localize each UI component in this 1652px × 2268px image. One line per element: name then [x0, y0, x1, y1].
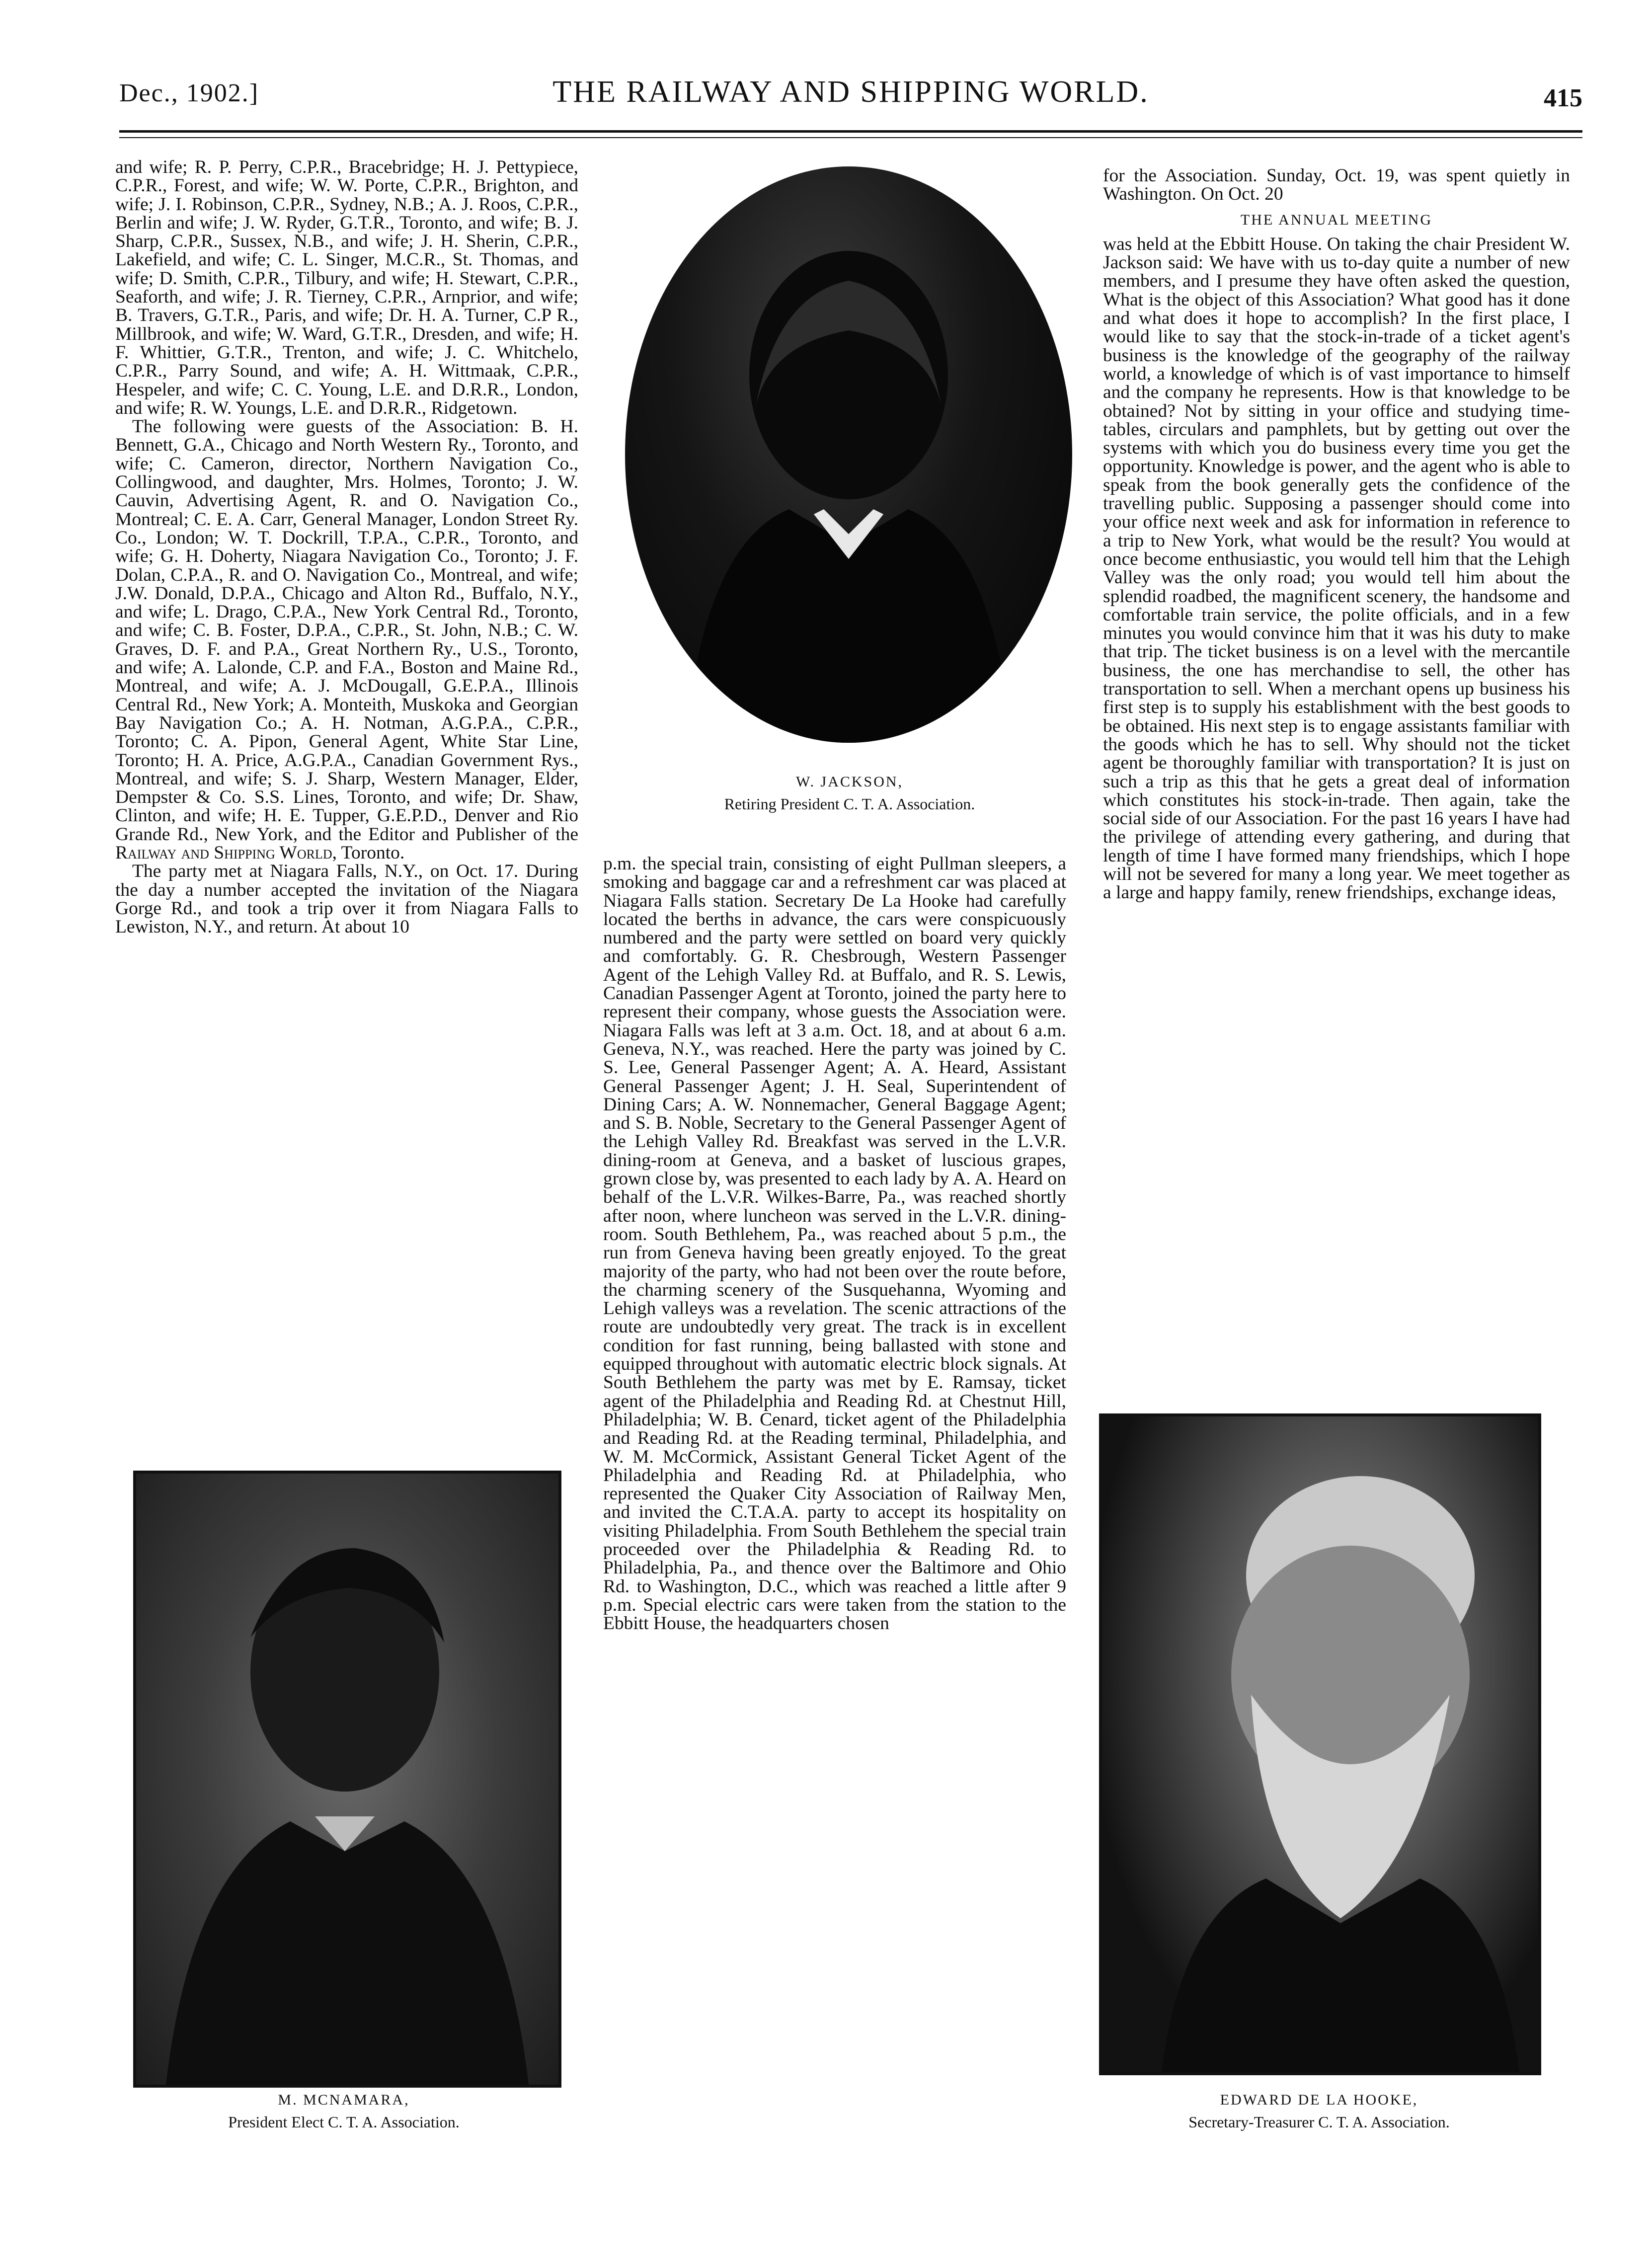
- portrait-jackson: [625, 166, 1072, 743]
- column-3: [1103, 166, 1570, 902]
- page-number: 415: [1544, 84, 1582, 112]
- guests-text: The following were guests of the Association: B. H. Bennett, G.A., Chicago and North Western Ry., Toronto, and wife; C. Cameron, director, Northern Navigation Co., Collingwood, and daughter, Mrs. Holmes, Toronto; J. W. Cauvin, Advertising Agent, R. and O. Navigation Co., Montreal; C. E. A. Carr, General Manager, London Street Ry. Co., London; W. T. Dockrill, T.P.A., C.P.R., Toronto, and wife; G. H. Doherty, Niagara Navigation Co., Toronto; J. F. Dolan, C.P.A., R. and O. Navigation Co., Montreal, and wife; J.W. Donald, D.P.A., Chicago and Alton Rd., Buffalo, N.Y., and wife; L. Drago, C.P.A., New York Central Rd., Toronto, and wife; C. B. Foster, D.P.A., C.P.R., St. John, N.B.; C. W. Graves, D. F. and P.A., Great Northern Ry., U.S., Toronto, and wife; A. Lalonde, C.P. and F.A., Boston and Maine Rd., Montreal, and wife; A. J. McDougall, G.E.P.A., Illinois Central Rd., New York; A. Monteith, Muskoka and Georgian Bay Navigation Co.; A. H. Notman, A.G.P.A., C.P.R., Toronto; C. A. Pipon, General Agent, White Star Line, Toronto; H. A. Price, A.G.P.A., Canadian Government Rys., Montreal, and wife; S. J. Sharp, Western Manager, Elder, Dempster & Co. S.S. Lines, Toronto, and wife; Dr. Shaw, Clinton, and wife; H. E. Tupper, G.E.P.D., Denver and Rio Grande Rd., New York, and the Editor and Publisher of the: [115, 416, 578, 845]
- caption-de-la-hooke-title: Secretary-Treasurer C. T. A. Association.: [1188, 2113, 1450, 2131]
- portrait-de-la-hooke-figure: [1102, 1416, 1538, 2072]
- column1-paragraph-attendees: and wife; R. P. Perry, C.P.R., Bracebridge; H. J. Pettypiece, C.P.R., Forest, and wife; W. W. Porte, C.P.R., Brighton, and wife; J. I. Robinson, C.P.R., Sydney, N.B.; A. J. Roos, C.P.R., Berlin and wife; J. W. Ryder, G.T.R., Toronto, and wife; B. J. Sharp, C.P.R., Sussex, N.B., and wife; J. H. Sherin, C.P.R., Lakefield, and wife; C. L. Singer, M.C.R., St. Thomas, and wife; D. Smith, C.P.R., Tilbury, and wife; H. Stewart, C.P.R., Seaforth, and wife; J. R. Tierney, C.P.R., Arnprior, and wife; B. Travers, G.T.R., Paris, and wife; Dr. H. A. Turner, C.P R., Millbrook, and wife; W. Ward, G.T.R., Dresden, and wife; H. F. Whittier, G.T.R., Trenton, and wife; J. C. Whitchelo, C.P.R., Parry Sound, and wife; A. H. Wittmaak, C.P.R., Hespeler, and wife; C. C. Young, L.E. and D.R.R., London, and wife; R. W. Youngs, L.E. and D.R.R., Ridgetown.: [115, 157, 578, 418]
- column-2: [603, 855, 1066, 1633]
- header-rule-thick: [119, 130, 1582, 133]
- issue-date: Dec., 1902.]: [119, 79, 259, 107]
- portrait-de-la-hooke: [1099, 1413, 1541, 2075]
- portrait-mcnamara-figure: [136, 1474, 558, 2085]
- column3-paragraph-sunday: for the Association. Sunday, Oct. 19, was spent quietly in Washington. On Oct. 20: [1103, 165, 1570, 205]
- caption-jackson-title: Retiring President C. T. A. Association.: [724, 795, 975, 813]
- guests-text-end: , Toronto.: [332, 842, 405, 863]
- portrait-jackson-figure: [625, 166, 1072, 743]
- header-rule-thin: [119, 137, 1582, 138]
- portrait-mcnamara: [133, 1471, 561, 2088]
- publication-title: THE RAILWAY AND SHIPPING WORLD.: [552, 75, 1149, 109]
- caption-mcnamara-name: M. MCNAMARA,: [278, 2092, 410, 2108]
- caption-mcnamara-title: President Elect C. T. A. Association.: [228, 2113, 460, 2131]
- column1-paragraph-niagara: The party met at Niagara Falls, N.Y., on Oct. 17. During the day a number accepted the invitation of the Niagara Gorge Rd., and took a trip over it from Niagara Falls to Lewiston, N.Y., and return. At about 10: [115, 861, 578, 938]
- caption-mcnamara: [115, 2089, 572, 2133]
- caption-de-la-hooke: [1091, 2089, 1548, 2133]
- publication-name-smallcaps: Railway and Shipping World: [115, 842, 332, 863]
- caption-jackson-name: W. JACKSON,: [795, 774, 904, 790]
- column3-paragraph-president-address: was held at the Ebbitt House. On taking the chair President W. Jackson said: We have with us to-day quite a number of new members, and I presume they have often asked the question, What is the object of this Association? What good has it done and what does it hope to accomplish? In the first place, I would like to say that the stock-in-trade of a ticket agent's business is the knowledge of the geography of the railway world, a knowledge of which is of vast importance to himself and the company he represents. How is that knowledge to be obtained? Not by sitting in your office and studying time-tables, circulars and pamphlets, but by getting out over the systems with which you do business every time you get the opportunity. Knowledge is power, and the agent who is able to speak from the book generally gets the confidence of the travelling public. Supposing a passenger should come into your office next week and ask for information in reference to a trip to New York, what would be the result? You would at once become enthusiastic, you would tell him that the Lehigh Valley was the only road; you would tell him about the splendid roadbed, the magnificent scenery, the handsome and comfortable train service, the polite officials, and in a few minutes you would convince him that it was his duty to make that trip. The ticket business is on a level with the mercantile business, the one has merchandise to sell, the other has transportation to sell. When a merchant opens up business his first step is to supply his establishment with the best goods to be obtained. His next step is to engage assistants familiar with the goods which he has to sell. Why should not the ticket agent be thoroughly familiar with transportation? It is just on such a trip as this that he gets a great deal of information which constitutes his stock-in-trade. Then again, take the social side of our Association. For the past 16 years I have had the privilege of attending every gathering, and during that length of time I have formed many friendships, which I hope will not be severed for many a long year. We meet together as a large and happy family, renew friendships, exchange ideas,: [1103, 234, 1570, 903]
- caption-jackson: [621, 771, 1078, 815]
- column2-paragraph-journey: p.m. the special train, consisting of eight Pullman sleepers, a smoking and baggage car and a refreshment car was placed at Niagara Falls station. Secretary De La Hooke had carefully located the berths in advance, the cars were conspicuously numbered and the party were settled on board very quickly and comfortably. G. R. Chesbrough, Western Passenger Agent of the Lehigh Valley Rd. at Buffalo, and R. S. Lewis, Canadian Passenger Agent at Toronto, joined the party here to represent their company, whose guests the Association were. Niagara Falls was left at 3 a.m. Oct. 18, and at about 6 a.m. Geneva, N.Y., was reached. Here the party was joined by C. S. Lee, General Passenger Agent; A. A. Heard, Assistant General Passenger Agent; J. H. Seal, Superintendent of Dining Cars; A. W. Nonnemacher, General Baggage Agent; and S. B. Noble, Secretary to the General Passenger Agent of the Lehigh Valley Rd. Breakfast was served in the L.V.R. dining-room at Geneva, and a basket of luscious grapes, grown close by, was presented to each lady by A. A. Heard on behalf of the L.V.R. Wilkes-Barre, Pa., was reached shortly after noon, where luncheon was served in the L.V.R. dining-room. South Bethlehem, Pa., was reached about 5 p.m., the run from Geneva having been greatly enjoyed. To the great majority of the party, who had not been over the route before, the charming scenery of the Susquehanna, Wyoming and Lehigh valleys was a revelation. The scenic attractions of the route are undoubtedly very great. The track is in excellent condition for fast running, being ballasted with stone and equipped throughout with automatic electric block signals. At South Bethlehem the party was met by E. Ramsay, ticket agent of the Philadelphia and Reading Rd. at Chestnut Hill, Philadelphia; W. B. Cenard, ticket agent of the Philadelphia and Reading Rd. at the Reading terminal, Philadelphia, and W. M. McCormick, Assistant General Ticket Agent of the Philadelphia and Reading Rd. at Philadelphia, who represented the Quaker City Association of Railway Men, and invited the C.T.A.A. party to accept its hospitality on visiting Philadelphia. From South Bethlehem the special train proceeded over the Philadelphia & Reading Rd. to Philadelphia, Pa., and thence over the Baltimore and Ohio Rd. to Washington, D.C., which was reached a little after 9 p.m. Special electric cars were taken from the station to the Ebbitt House, the headquarters chosen: [603, 854, 1066, 1634]
- section-heading-annual-meeting: THE ANNUAL MEETING: [1240, 211, 1433, 228]
- running-head: [119, 75, 1582, 119]
- caption-de-la-hooke-name: EDWARD DE LA HOOKE,: [1220, 2092, 1418, 2108]
- column-1: [115, 158, 578, 936]
- column1-paragraph-guests: [115, 417, 578, 862]
